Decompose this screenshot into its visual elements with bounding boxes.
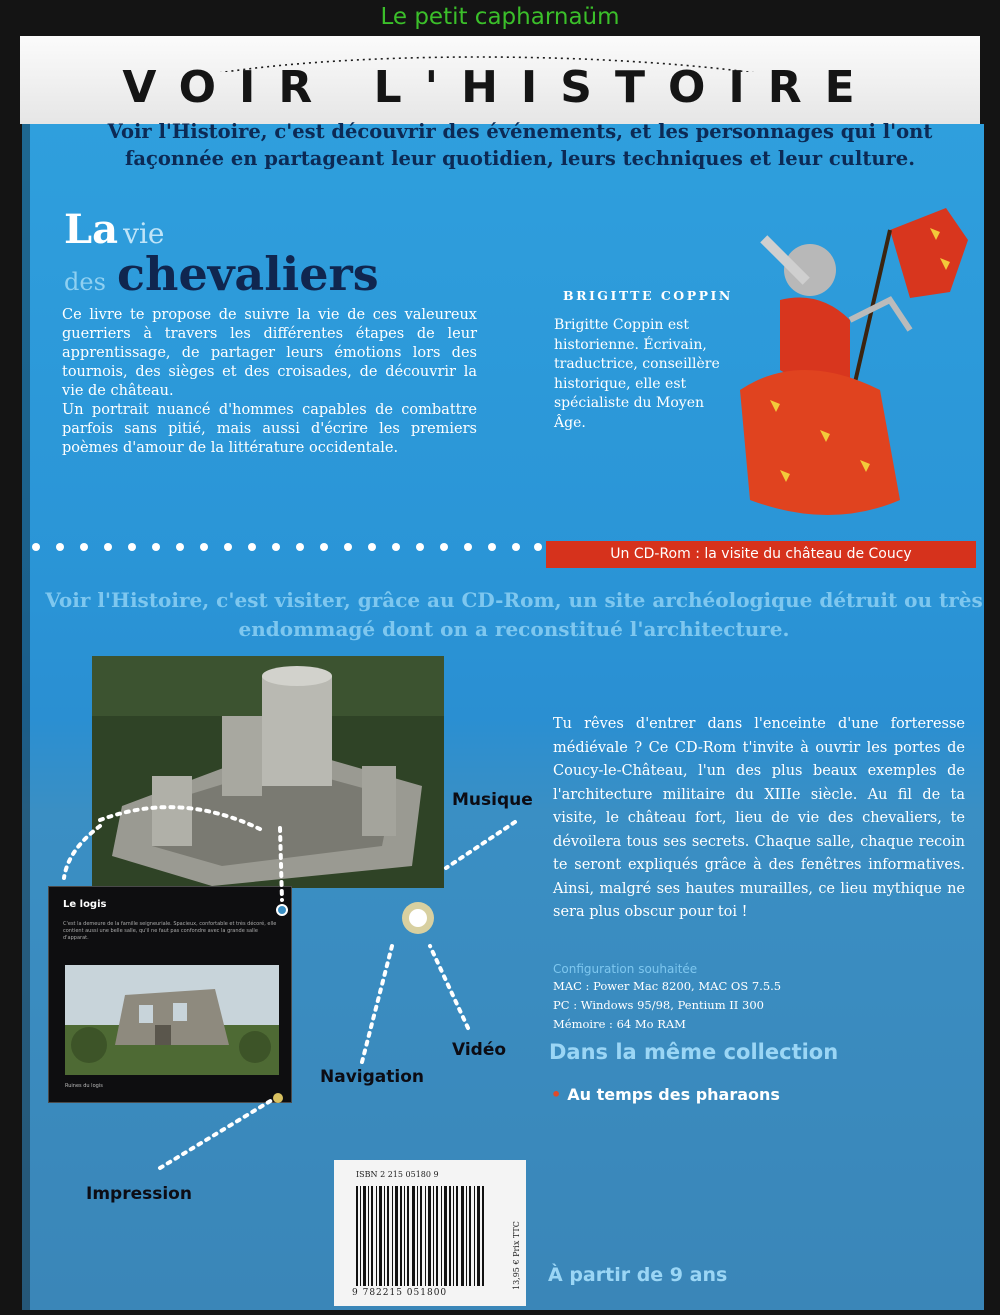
price: 13,95 € Prix TTC — [512, 1221, 521, 1290]
config-mac: MAC : Power Mac 8200, MAC OS 7.5.5 — [553, 979, 782, 993]
isbn: ISBN 2 215 05180 9 — [356, 1170, 439, 1179]
collection-item-title: Au temps des pharaons — [567, 1085, 780, 1104]
watermark: Le petit capharnaüm — [380, 4, 620, 30]
barcode — [334, 1160, 526, 1306]
cd-intro: Voir l'Histoire, c'est visiter, grâce au CD-Rom, un site archéologique détruit ou très endommagé dont on a reconstitué l'architecture. — [45, 588, 983, 641]
callout-musique: Musique — [452, 790, 533, 810]
callout-video: Vidéo — [452, 1040, 507, 1060]
author-bio: Brigitte Coppin est historienne. Écrivain, traductrice, conseillère historique, elle est spécialiste du Moyen Âge. — [554, 317, 720, 431]
title-word-vie: vie — [123, 217, 165, 250]
ruins-caption: Ruines du logis — [65, 1083, 103, 1089]
title-word-la: La — [64, 206, 119, 253]
callout-impression: Impression — [86, 1184, 192, 1204]
collection-heading: Dans la même collection — [549, 1040, 839, 1064]
description-paragraph-2: Un portrait nuancé d'hommes capables de combattre parfois sans pitié, mais aussi d'écrire les premiers poèmes d'amour de la littérature occidentale. — [62, 402, 477, 456]
barcode-label — [334, 1160, 526, 1306]
cd-rom-banner: Un CD-Rom : la visite du château de Coucy — [546, 541, 976, 568]
series-title: VOIR L'HISTOIRE — [122, 62, 878, 113]
author-name: BRIGITTE COPPIN — [563, 288, 733, 303]
description-paragraph: Ce livre te propose de suivre la vie de ces valeureux guerriers à travers les différentes étapes de leur apprentissage, de partager leurs émotions lors des tournois, des sièges et des croisades, de découvrir la vie de château. — [62, 307, 477, 399]
title-word-chevaliers: chevaliers — [116, 247, 379, 301]
config-pc: PC : Windows 95/98, Pentium II 300 — [553, 998, 764, 1012]
bullet-icon: • — [551, 1085, 562, 1104]
info-window-text: C'est la demeure de la famille seigneuriale. Spacieux, confortable et très décoré, elle contient aussi une belle salle, qu'il ne faut pas confondre avec la grande salle d'apparat. — [63, 921, 277, 941]
series-intro: Voir l'Histoire, c'est découvrir des événements, et les personnages qui l'ont façonnée en partageant leur quotidien, leurs techniques et leur culture. — [107, 120, 933, 170]
title-word-des: des — [64, 268, 106, 296]
barcode-number: 9 782215 051800 — [352, 1288, 448, 1298]
age-recommendation: À partir de 9 ans — [548, 1264, 728, 1286]
config-heading: Configuration souhaitée — [553, 962, 698, 976]
collection-item — [551, 1085, 780, 1104]
info-window-title: Le logis — [63, 899, 107, 910]
config-memory: Mémoire : 64 Mo RAM — [553, 1017, 686, 1031]
cd-description: Tu rêves d'entrer dans l'enceinte d'une forteresse médiévale ? Ce CD-Rom t'invite à ouvrir les portes de Coucy-le-Château, l'un des plus beaux exemples de l'architecture militaire du XIIIe siècle. Au fil de ta visite, le château fort, lieu de vie des chevaliers, te dévoilera tous ses secrets. Chaque salle, chaque recoin te seront expliqués grâce à des fenêtres informatives. Ainsi, malgré ses hautes murailles, ce lieu mythique ne sera plus obscur pour toi ! — [553, 716, 965, 920]
callout-navigation: Navigation — [320, 1067, 424, 1087]
